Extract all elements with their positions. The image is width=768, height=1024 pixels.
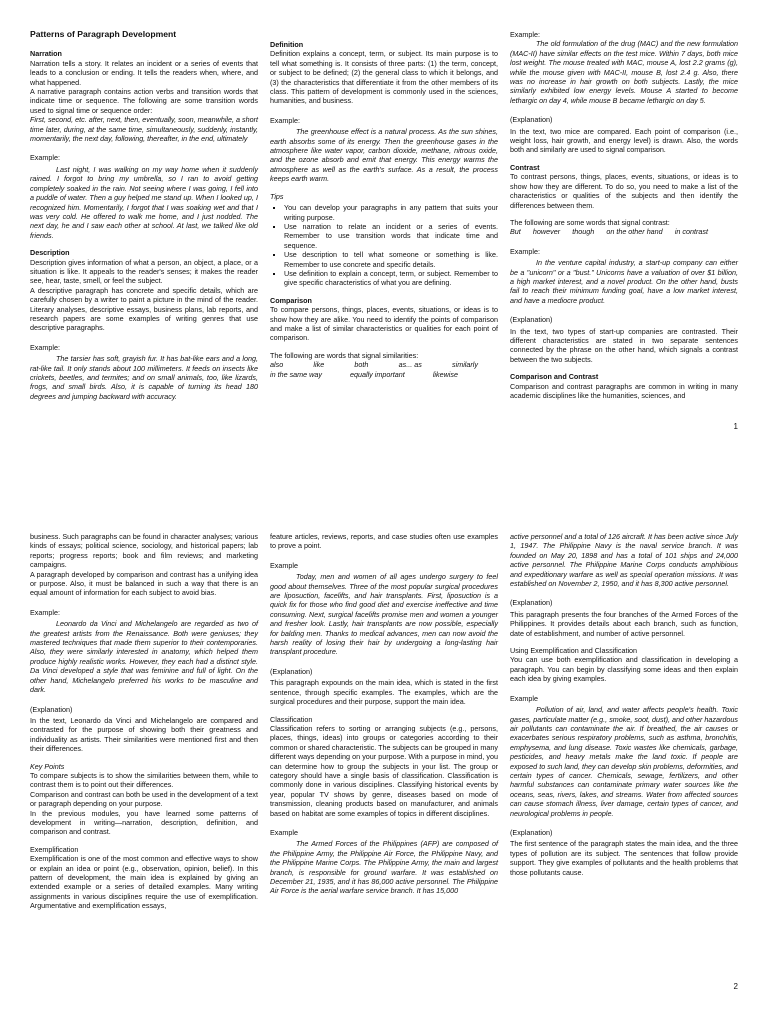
contrast-word: But [510,227,521,237]
contrast-word: however [532,227,561,237]
similarity-word: both [354,360,369,370]
tips-heading: Tips [270,191,284,201]
comparison-contrast-continued: business. Such paragraphs can be found in character analyses; various kinds of essays; political science, sociology, and historical papers; lab reports; progress reports; book and film reviews; and marketing campaigns. [30,532,258,570]
exemplification-heading: Exemplification [30,844,79,854]
exemplification-example: Today, men and women of all ages undergo surgery to feel good about themselves. Three of the most popular surgical procedures are liposuction, facelifts, and hair transplants. First, liposuction is a quick fix for those who find good diet and exercise ineffective and time consuming. Next, surgical facelifts promise men and women a younger and fresher look. Lastly, hair transplants are now possible, especially for balding men. Thanks to medical advances, men can now avoid the harsh reality of losing their hair by undergoing a long-lasting hair transplant procedure. [270,572,498,657]
comparison-contrast-paragraph-2: A paragraph developed by comparison and contrast has a unifying idea or purpose. Also, it must be balanced in such a way that there is an equal amount of information for each subject to avoid bias. [30,569,258,598]
similarity-word: equally important [350,369,405,379]
classification-explanation: This paragraph presents the four branches of the Armed Forces of the Philippines. It provides details about each branch, such as function, date of establishment, and number of active personnel. [510,609,738,638]
key-points-heading: Key Points [30,761,65,771]
contrast-heading: Contrast [510,162,540,172]
page-number: 2 [733,982,738,991]
similarity-words-row-2 [270,370,498,379]
exemplification-example-label: Example [270,560,298,570]
comparison-explanation: In the text, two mice are compared. Each point of comparison (i.e., weight loss, hair growth, and energy level) is drawn. Also, the words both and similarly are used to signal comparison. [510,126,738,155]
contrast-example: In the venture capital industry, a start-up company can either be a "unicorn" or a "bust." Unicorns have a valuation of over $1 billion, a high market interest, and a novel product. On the other hand, busts fail to reach their minimum funding goal, have a low market interest, and have a mediocre product. [510,258,738,305]
comparison-heading: Comparison [270,295,312,305]
cc-explanation: In the text, Leonardo da Vinci and Michelangelo are compared and contrasted for the purpose of showing both their greatness and individuality as artists. Their similarities were mentioned first and then their differences. [30,715,258,754]
classification-explanation-label: (Explanation) [510,598,553,608]
narration-transition-words: First, second, etc. after, next, then, eventually, soon, meanwhile, a short time later, during, at the same time, simultaneously, suddenly, instantly, momentarily, the next day, following, thereafter, in the end, ultimately [30,115,258,144]
using-explanation-label: (Explanation) [510,827,553,837]
contrast-word: in contrast [674,227,708,237]
definition-heading: Definition [270,40,304,49]
similarity-word: also [270,360,284,370]
using-exemplification-classification-heading: Using Exemplification and Classification [510,646,638,656]
similarity-word: as... as [398,360,422,370]
key-point: Comparison and contrast can both be used in the development of a text or paragraph depending on your purpose. [30,789,258,809]
exemplification-paragraph: Exemplification is one of the most common and effective ways to show or explain an idea or point (e.g., observation, opinion, belief). In this pattern of development, the main idea is explained by giving an extended example or a series of detailed examples. Many writing assignments in various disciplines require the use of exemplification. Argumentative and exemplification essays, [30,854,258,911]
key-point: To compare subjects is to show the similarities between them, while to contrast them is to point out their differences. [30,770,258,790]
tips-list [270,203,498,288]
definition-paragraph: Definition explains a concept, term, or subject. Its main purpose is to tell what something is. It consists of three parts: (1) the term, concept, or subject to be defined; (2) the general class to which it belongs, and (3) the characteristics that differentiate it from the other members of its class. This pattern of development is commonly used in the sciences, humanities, and business. [270,49,498,106]
classification-paragraph: Classification refers to sorting or arranging subjects (e.g., persons, places, things, ideas) into groups or categories according to their common or shared characteristic. The subjects can be grouped in many different ways depending on your purpose. With a purpose in mind, you can determine how to group the subjects in your list. The group or category should have a single basis of classification. Classification is commonly done in various disciplines. Classifying historical events by year, popular TV shows by genre, diseases based on mode of transmission, cleaning products based on manufacturer, and animals based on habitat are some examples of topics in different disciplines. [270,723,498,818]
description-paragraph-1: Description gives information of what a person, an object, a place, or a situation is like. It appeals to the reader's senses; it makes the reader see, hear, taste, smell, or feel the subject. [30,257,258,286]
tip-item: ▪ Use narration to relate an incident or a series of events. Remember to use transition words that indicate time and sequence. [284,222,498,250]
classification-example-label: Example [270,827,298,837]
narration-heading: Narration [30,49,62,59]
comparison-contrast-heading: Comparison and Contrast [510,372,599,382]
contrast-example-label: Example: [510,246,540,256]
classification-example: The Armed Forces of the Philippines (AFP) are composed of the Philippine Army, the Philippine Air Force, the Philippine Navy, and the Philippine Marine Corps. The Philippine Army, the main and largest branch, is responsible for ground warfare. It was established on December 21, 1935, and it has 86,000 active personnel. The Philippine Air Force is the aerial warfare service branch. It has 15,000 [270,839,498,896]
tip-item: ▪ You can develop your paragraphs in any pattern that suits your writing purpose. [284,203,498,222]
similarity-words-row-1 [270,360,498,369]
page1-column-2 [270,40,498,379]
using-explanation: The first sentence of the paragraph states the main idea, and the three types of pollution are its subject. The sentences that follow provide support. They give examples of pollutants and the health problems that those pollutants cause. [510,839,738,877]
comparison-paragraph: To compare persons, things, places, events, situations, or ideas is to show how they are alike. You need to identify the points of comparison and make a list of similar characteristics or qualities for each point of comparison. [270,305,498,343]
contrast-word: though [572,227,595,237]
description-paragraph-2: A descriptive paragraph has concrete and specific details, which are carefully chosen by a writer to paint a picture in the mind of the reader. Literary analyses, descriptive essays, business plans, lab reports, and research papers are some examples of writing genres that use descriptive paragraphs. [30,285,258,333]
page-2 [0,512,768,1024]
similarity-word: similarly [452,360,478,370]
using-example-label: Example [510,693,538,703]
narration-paragraph-1: Narration tells a story. It relates an incident or a series of events that leads to a conclusion or ending. It tells the readers when, where, and what happened. [30,58,258,87]
description-example: The tarsier has soft, grayish fur. It has bat-like ears and a long, rat-like tail. It only stands about 100 millimeters. It feeds on insects like crickets, beetles, and termites; and on small animals, too, like lizards, frogs, and small birds. Also, it is capable of turning its head 180 degrees and jumping backward with accuracy. [30,354,258,401]
contrast-explanation: In the text, two types of start-up companies are contrasted. Their different characteristics are stated in two separate sentences connected by the phrase on the other hand, which signals a contrast between the two subjects. [510,326,738,364]
comparison-example-label: Example: [510,30,540,39]
contrast-word: on the other hand [606,227,663,237]
exemplification-explanation-label: (Explanation) [270,666,313,676]
similarity-words-intro: The following are words that signal similarities: [270,350,419,360]
narration-example-label: Example: [30,153,60,163]
page-number: 1 [733,422,738,431]
cc-example-label: Example: [30,607,60,617]
similarity-word: like [313,360,325,370]
page2-column-2 [270,532,498,896]
document-title: Patterns of Paragraph Development [30,29,177,39]
cc-example: Leonardo da Vinci and Michelangelo are regarded as two of the greatest artists from the Renaissance. Both were geniuses; they mastered techniques that made them superior to their contemporaries. Also, they were similarly interested in anatomy, which helped them produce highly realistic works. However, they each had a distinct style. Da Vinci developed a style that was feminine and full of light. On the other hand, Michelangelo preferred his works to be masculine and dark. [30,619,258,695]
using-example: Pollution of air, land, and water affects people's health. Toxic gases, particulate matter (e.g., smoke, soot, dust), and other hazardous air pollutants can contaminate the air. If breathed, the air causes or exacerbates serious respiratory problems, such as asthma, bronchitis, emphysema, and lung disease. Toxic wastes like chemicals, garbage, pesticides, and heavy metals make the land toxic. If people are exposed to such land, they can develop skin problems, deformities, and certain types of cancer. Chemicals, sewage, fertilizers, and other harmful substances can contaminate primary water sources like the oceans, seas, rivers, lakes, and streams. Water from affected sources can cause stomach illness, liver damage, certain types of cancer, and neurological problems in people. [510,705,738,818]
exemplification-explanation: This paragraph expounds on the main idea, which is stated in the first sentence, through specific examples. The examples, which are the surgical procedures and their purpose, support the main idea. [270,678,498,707]
using-exemplification-classification-paragraph: You can use both exemplification and classification in developing a paragraph. You can begin by classifying some ideas and then explain each idea by giving examples. [510,655,738,684]
page1-column-3 [510,30,738,400]
exemplification-continued: feature articles, reviews, reports, and case studies often use examples to prove a point. [270,532,498,551]
contrast-paragraph: To contrast persons, things, places, events, situations, or ideas is to show how they are different. To do so, you need to make a list of the characteristics or qualities of the subjects and then identify the differences between them. [510,172,738,210]
similarity-word: in the same way [270,369,322,379]
similarity-word: likewise [432,369,458,379]
definition-example: The greenhouse effect is a natural process. As the sun shines, earth absorbs some of its energy. Then the greenhouse gases in the atmosphere like water vapor, carbon dioxide, methane, nitrous oxide, and the ozone absorb and emit that energy. This energy warms the atmosphere as well as the earth's surface. As a result, the process keeps earth warm. [270,127,498,184]
classification-example-continued: active personnel and a total of 126 aircraft. It has been active since July 1, 1947. The Philippine Navy is the naval service branch. It was founded on May 20, 1898 and has a total of 101 ships and 24,000 active personnel. The Philippine Marine Corps conducts amphibious and expeditionary warfare as well as special operation missions. It was established on November 2, 1950, and it has 8,300 active personnel. [510,532,738,589]
comparison-explanation-label: (Explanation) [510,115,553,125]
tip-item: ▪ Use description to tell what someone or something is like. Remember to use concrete and specific details. [284,250,498,269]
comparison-example: The old formulation of the drug (MAC) and the new formulation (MAC-II) have similar effects on the test mice. Within 7 days, both mice lost weight. The mouse treated with MAC, mouse A, lost 2.2 grams (g), while the mouse given with MAC-II, mouse B, lost 2.4 g. Also, there was no increase in hair growth on both subjects. Lastly, the mice similarly exhibited low energy levels. Mouse A started to become lethargic on day 4, while mouse B became lethargic on day 5. [510,39,738,105]
description-example-label: Example: [30,342,60,352]
definition-example-label: Example: [270,115,300,125]
comparison-contrast-paragraph: Comparison and contrast paragraphs are common in writing in many academic disciplines like the humanities, sciences, and [510,381,738,400]
contrast-words-row [510,227,738,236]
tip-item: ▪ Use definition to explain a concept, term, or subject. Remember to give specific characteristics of what you are defining. [284,269,498,288]
contrast-explanation-label: (Explanation) [510,315,553,325]
classification-heading: Classification [270,714,313,724]
key-point: In the previous modules, you have learned some patterns of development in writing—narration, description, definition, and comparison and contrast. [30,808,258,837]
description-heading: Description [30,248,70,258]
contrast-words-intro: The following are some words that signal contrast: [510,217,670,227]
narration-paragraph-2: A narrative paragraph contains action verbs and transition words that indicate time or sequence. The following are some transition words used to signal time or sequence order: [30,87,258,115]
narration-example: Last night, I was walking on my way home when it suddenly rained. I forgot to bring my umbrella, so I ran to avoid getting completely soaked in the rain. Not seeing where I was going, I fell into a puddle of water. Then a guy helped me stand up. When I looked up, I recognized him. Momentarily, I forgot that I was soaking wet and that I was very cold. He offered to walk me home, and I just nodded. The next day, he and I saw each other at school. At last, we talked like old friends. [30,164,258,240]
page2-column-1 [30,532,258,911]
page2-column-3 [510,532,738,877]
cc-explanation-label: (Explanation) [30,704,73,714]
page1-column-1 [30,30,258,401]
